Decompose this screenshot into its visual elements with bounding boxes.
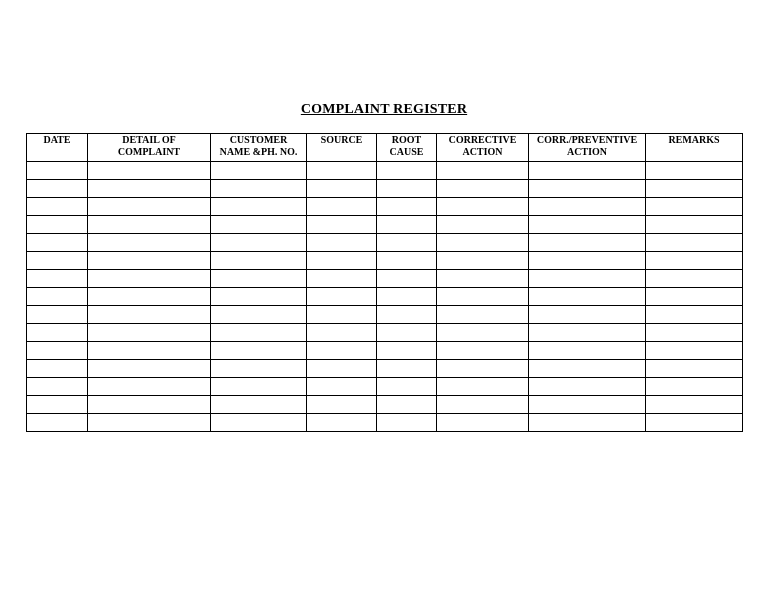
table-cell: [88, 360, 211, 378]
table-cell: [377, 288, 437, 306]
table-cell: [437, 234, 529, 252]
table-cell: [646, 414, 743, 432]
table-cell: [377, 378, 437, 396]
column-header-source: [307, 134, 377, 162]
table-cell: [27, 324, 88, 342]
table-cell: [27, 162, 88, 180]
column-header-line: COMPLAINT: [117, 147, 181, 158]
table-cell: [307, 180, 377, 198]
table-cell: [307, 216, 377, 234]
table-cell: [27, 216, 88, 234]
table-cell: [529, 162, 646, 180]
table-cell: [27, 234, 88, 252]
table-cell: [377, 324, 437, 342]
table-cell: [27, 360, 88, 378]
table-cell: [307, 198, 377, 216]
table-row: [27, 270, 743, 288]
table-cell: [437, 414, 529, 432]
table-row: [27, 216, 743, 234]
table-cell: [307, 396, 377, 414]
column-header-detail-of-complaint: [88, 134, 211, 162]
table-cell: [437, 324, 529, 342]
table-cell: [529, 270, 646, 288]
table-cell: [307, 324, 377, 342]
table-cell: [88, 216, 211, 234]
column-header-line: CORR./PREVENTIVE: [536, 135, 638, 146]
table-cell: [377, 306, 437, 324]
table-cell: [529, 414, 646, 432]
table-cell: [307, 342, 377, 360]
table-cell: [377, 342, 437, 360]
column-header-date: [27, 134, 88, 162]
table-cell: [529, 396, 646, 414]
table-row: [27, 324, 743, 342]
table-cell: [437, 306, 529, 324]
table-cell: [211, 162, 307, 180]
table-cell: [88, 396, 211, 414]
table-cell: [377, 360, 437, 378]
table-cell: [27, 414, 88, 432]
table-cell: [88, 162, 211, 180]
table-cell: [88, 252, 211, 270]
table-cell: [307, 252, 377, 270]
table-cell: [211, 270, 307, 288]
table-cell: [211, 306, 307, 324]
table-cell: [307, 414, 377, 432]
table-cell: [27, 342, 88, 360]
column-header-line: NAME &PH. NO.: [219, 147, 298, 158]
table-cell: [88, 288, 211, 306]
table-cell: [437, 180, 529, 198]
table-cell: [646, 342, 743, 360]
table-row: [27, 288, 743, 306]
column-header-corrective-action: [437, 134, 529, 162]
table-cell: [646, 360, 743, 378]
table-cell: [529, 306, 646, 324]
table-cell: [437, 216, 529, 234]
table-cell: [437, 288, 529, 306]
table-cell: [529, 360, 646, 378]
table-cell: [437, 198, 529, 216]
table-cell: [377, 252, 437, 270]
table-cell: [646, 378, 743, 396]
table-row: [27, 306, 743, 324]
table-cell: [646, 306, 743, 324]
table-cell: [529, 288, 646, 306]
column-header-line: ACTION: [566, 147, 607, 158]
table-cell: [377, 396, 437, 414]
table-row: [27, 252, 743, 270]
column-header-customer-name: [211, 134, 307, 162]
table-cell: [88, 270, 211, 288]
column-header-line: CORRECTIVE: [448, 135, 517, 146]
table-cell: [377, 162, 437, 180]
table-cell: [646, 180, 743, 198]
table-cell: [529, 378, 646, 396]
table-cell: [307, 162, 377, 180]
table-cell: [646, 216, 743, 234]
table-cell: [27, 396, 88, 414]
table-cell: [377, 180, 437, 198]
table-cell: [437, 396, 529, 414]
table-cell: [88, 324, 211, 342]
column-header-preventive-action: [529, 134, 646, 162]
table-cell: [307, 378, 377, 396]
table-cell: [646, 198, 743, 216]
table-cell: [646, 324, 743, 342]
column-header-line: CUSTOMER: [229, 135, 288, 146]
column-header-line: REMARKS: [668, 135, 720, 146]
table-cell: [437, 378, 529, 396]
table-cell: [307, 360, 377, 378]
table-cell: [27, 306, 88, 324]
table-cell: [27, 180, 88, 198]
table-row: [27, 198, 743, 216]
table-row: [27, 414, 743, 432]
table-cell: [529, 234, 646, 252]
table-row: [27, 162, 743, 180]
table-cell: [27, 198, 88, 216]
table-cell: [529, 198, 646, 216]
header-row: [27, 134, 743, 162]
table-cell: [377, 198, 437, 216]
table-cell: [211, 252, 307, 270]
table-cell: [307, 288, 377, 306]
table-cell: [27, 288, 88, 306]
table-row: [27, 180, 743, 198]
table-cell: [88, 378, 211, 396]
table-cell: [307, 234, 377, 252]
column-header-remarks: [646, 134, 743, 162]
table-row: [27, 342, 743, 360]
column-header-line: DETAIL OF: [122, 135, 176, 146]
table-row: [27, 396, 743, 414]
table-cell: [437, 162, 529, 180]
table-cell: [377, 414, 437, 432]
column-header-root-cause: [377, 134, 437, 162]
table-cell: [646, 234, 743, 252]
register-body: [27, 162, 743, 432]
table-cell: [88, 234, 211, 252]
table-cell: [529, 252, 646, 270]
column-header-line: SOURCE: [320, 135, 363, 146]
table-cell: [437, 270, 529, 288]
table-cell: [88, 414, 211, 432]
table-cell: [646, 252, 743, 270]
table-cell: [377, 270, 437, 288]
table-cell: [211, 360, 307, 378]
table-cell: [211, 234, 307, 252]
table-cell: [27, 378, 88, 396]
table-row: [27, 234, 743, 252]
table-cell: [646, 162, 743, 180]
table-cell: [211, 216, 307, 234]
table-cell: [529, 342, 646, 360]
table-cell: [529, 324, 646, 342]
column-header-line: CAUSE: [389, 147, 424, 158]
table-cell: [646, 396, 743, 414]
table-cell: [437, 342, 529, 360]
table-row: [27, 360, 743, 378]
table-cell: [437, 360, 529, 378]
table-cell: [88, 306, 211, 324]
table-cell: [377, 216, 437, 234]
table-cell: [88, 198, 211, 216]
table-cell: [211, 324, 307, 342]
table-cell: [437, 252, 529, 270]
table-cell: [211, 198, 307, 216]
table-cell: [211, 396, 307, 414]
table-cell: [377, 234, 437, 252]
document-title: COMPLAINT REGISTER: [300, 102, 468, 117]
column-header-line: ROOT: [391, 135, 422, 146]
table-cell: [211, 288, 307, 306]
table-cell: [307, 306, 377, 324]
table-cell: [529, 180, 646, 198]
table-cell: [27, 252, 88, 270]
complaint-register-table: [26, 133, 743, 432]
column-header-line: ACTION: [462, 147, 503, 158]
table-cell: [88, 180, 211, 198]
table-cell: [211, 180, 307, 198]
table-row: [27, 378, 743, 396]
table-cell: [211, 414, 307, 432]
table-cell: [307, 270, 377, 288]
table-cell: [27, 270, 88, 288]
column-header-line: DATE: [43, 135, 71, 146]
table-cell: [646, 288, 743, 306]
table-cell: [646, 270, 743, 288]
table-cell: [211, 378, 307, 396]
table-cell: [211, 342, 307, 360]
table-cell: [88, 342, 211, 360]
table-cell: [529, 216, 646, 234]
